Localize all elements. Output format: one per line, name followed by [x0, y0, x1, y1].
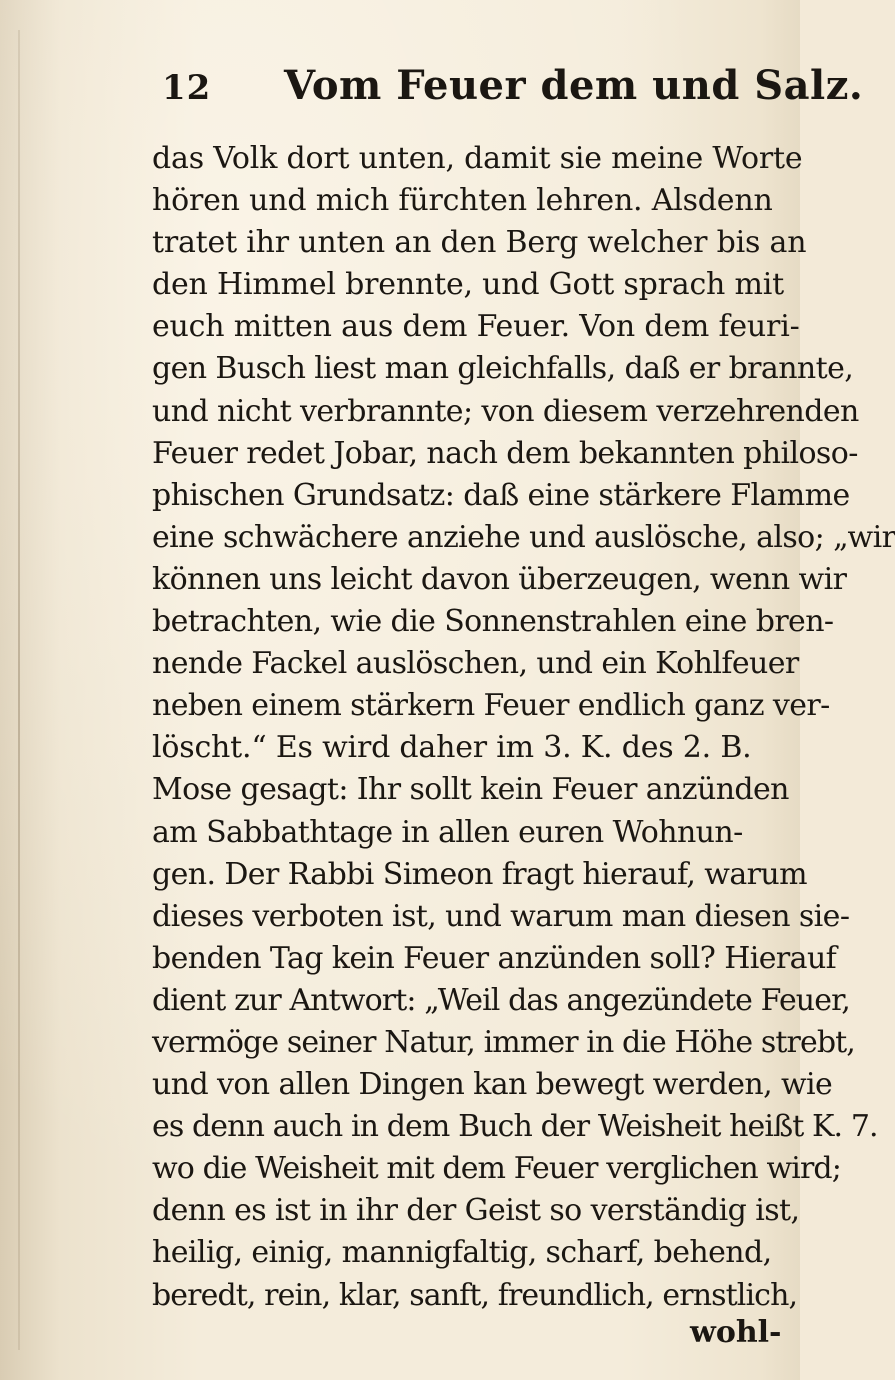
text-line: tratet ihr unten an den Berg welcher bis an [152, 225, 807, 261]
body-text [152, 138, 895, 1317]
text-line: dieses verboten ist, und warum man diesen sie- [152, 898, 850, 934]
text-line: und nicht verbrannte; von diesem verzehrenden [152, 393, 859, 429]
text-line: gen Busch liest man gleichfalls, daß er brannte, [152, 351, 854, 387]
text-line: am Sabbathtage in allen euren Wohnun- [152, 814, 743, 850]
text-line: Mose gesagt: Ihr sollt kein Feuer anzünden [152, 772, 789, 808]
text-line: heilig, einig, mannigfaltig, scharf, behend, [152, 1235, 772, 1271]
text-line: euch mitten aus dem Feuer. Von dem feuri- [152, 309, 800, 345]
text-line: eine schwächere anziehe und auslösche, also; „wir [152, 519, 895, 555]
text-line: das Volk dort unten, damit sie meine Worte [152, 141, 803, 176]
text-line: Feuer redet Jobar, nach dem bekannten philoso- [152, 435, 858, 471]
page-number: 12 [162, 68, 212, 108]
page-header [162, 62, 864, 118]
text-line: es denn auch in dem Buch der Weisheit heißt K. 7. [152, 1109, 878, 1145]
text-line: beredt, rein, klar, sanft, freundlich, ernstlich, [152, 1277, 798, 1313]
text-line: und von allen Dingen kan bewegt werden, wie [152, 1067, 833, 1103]
text-line: vermöge seiner Natur, immer in die Höhe strebt, [152, 1024, 855, 1060]
text-line: denn es ist in ihr der Geist so verständig ist, [152, 1193, 800, 1229]
text-line: neben einem stärkern Feuer endlich ganz ver- [152, 688, 830, 724]
text-line: den Himmel brennte, und Gott sprach mit [152, 267, 785, 303]
text-line: nende Fackel auslöschen, und ein Kohlfeuer [152, 646, 799, 682]
page-gutter [18, 30, 20, 1350]
text-line: phischen Grundsatz: daß eine stärkere Flamme [152, 477, 850, 513]
text-line: betrachten, wie die Sonnenstrahlen eine bren- [152, 604, 834, 640]
running-title: Vom Feuer dem und Salz. [284, 62, 864, 109]
text-line: können uns leicht davon überzeugen, wenn wir [152, 561, 847, 597]
text-line: dient zur Antwort: „Weil das angezündete Feuer, [152, 982, 850, 1018]
text-line: hören und mich fürchten lehren. Alsdenn [152, 183, 773, 219]
text-line: löscht.“ Es wird daher im 3. K. des 2. B. [152, 730, 752, 766]
catchword: wohl- [690, 1315, 782, 1350]
text-line: gen. Der Rabbi Simeon fragt hierauf, warum [152, 856, 807, 892]
text-line: wo die Weisheit mit dem Feuer verglichen wird; [152, 1151, 841, 1187]
text-line: benden Tag kein Feuer anzünden soll? Hierauf [152, 940, 837, 976]
